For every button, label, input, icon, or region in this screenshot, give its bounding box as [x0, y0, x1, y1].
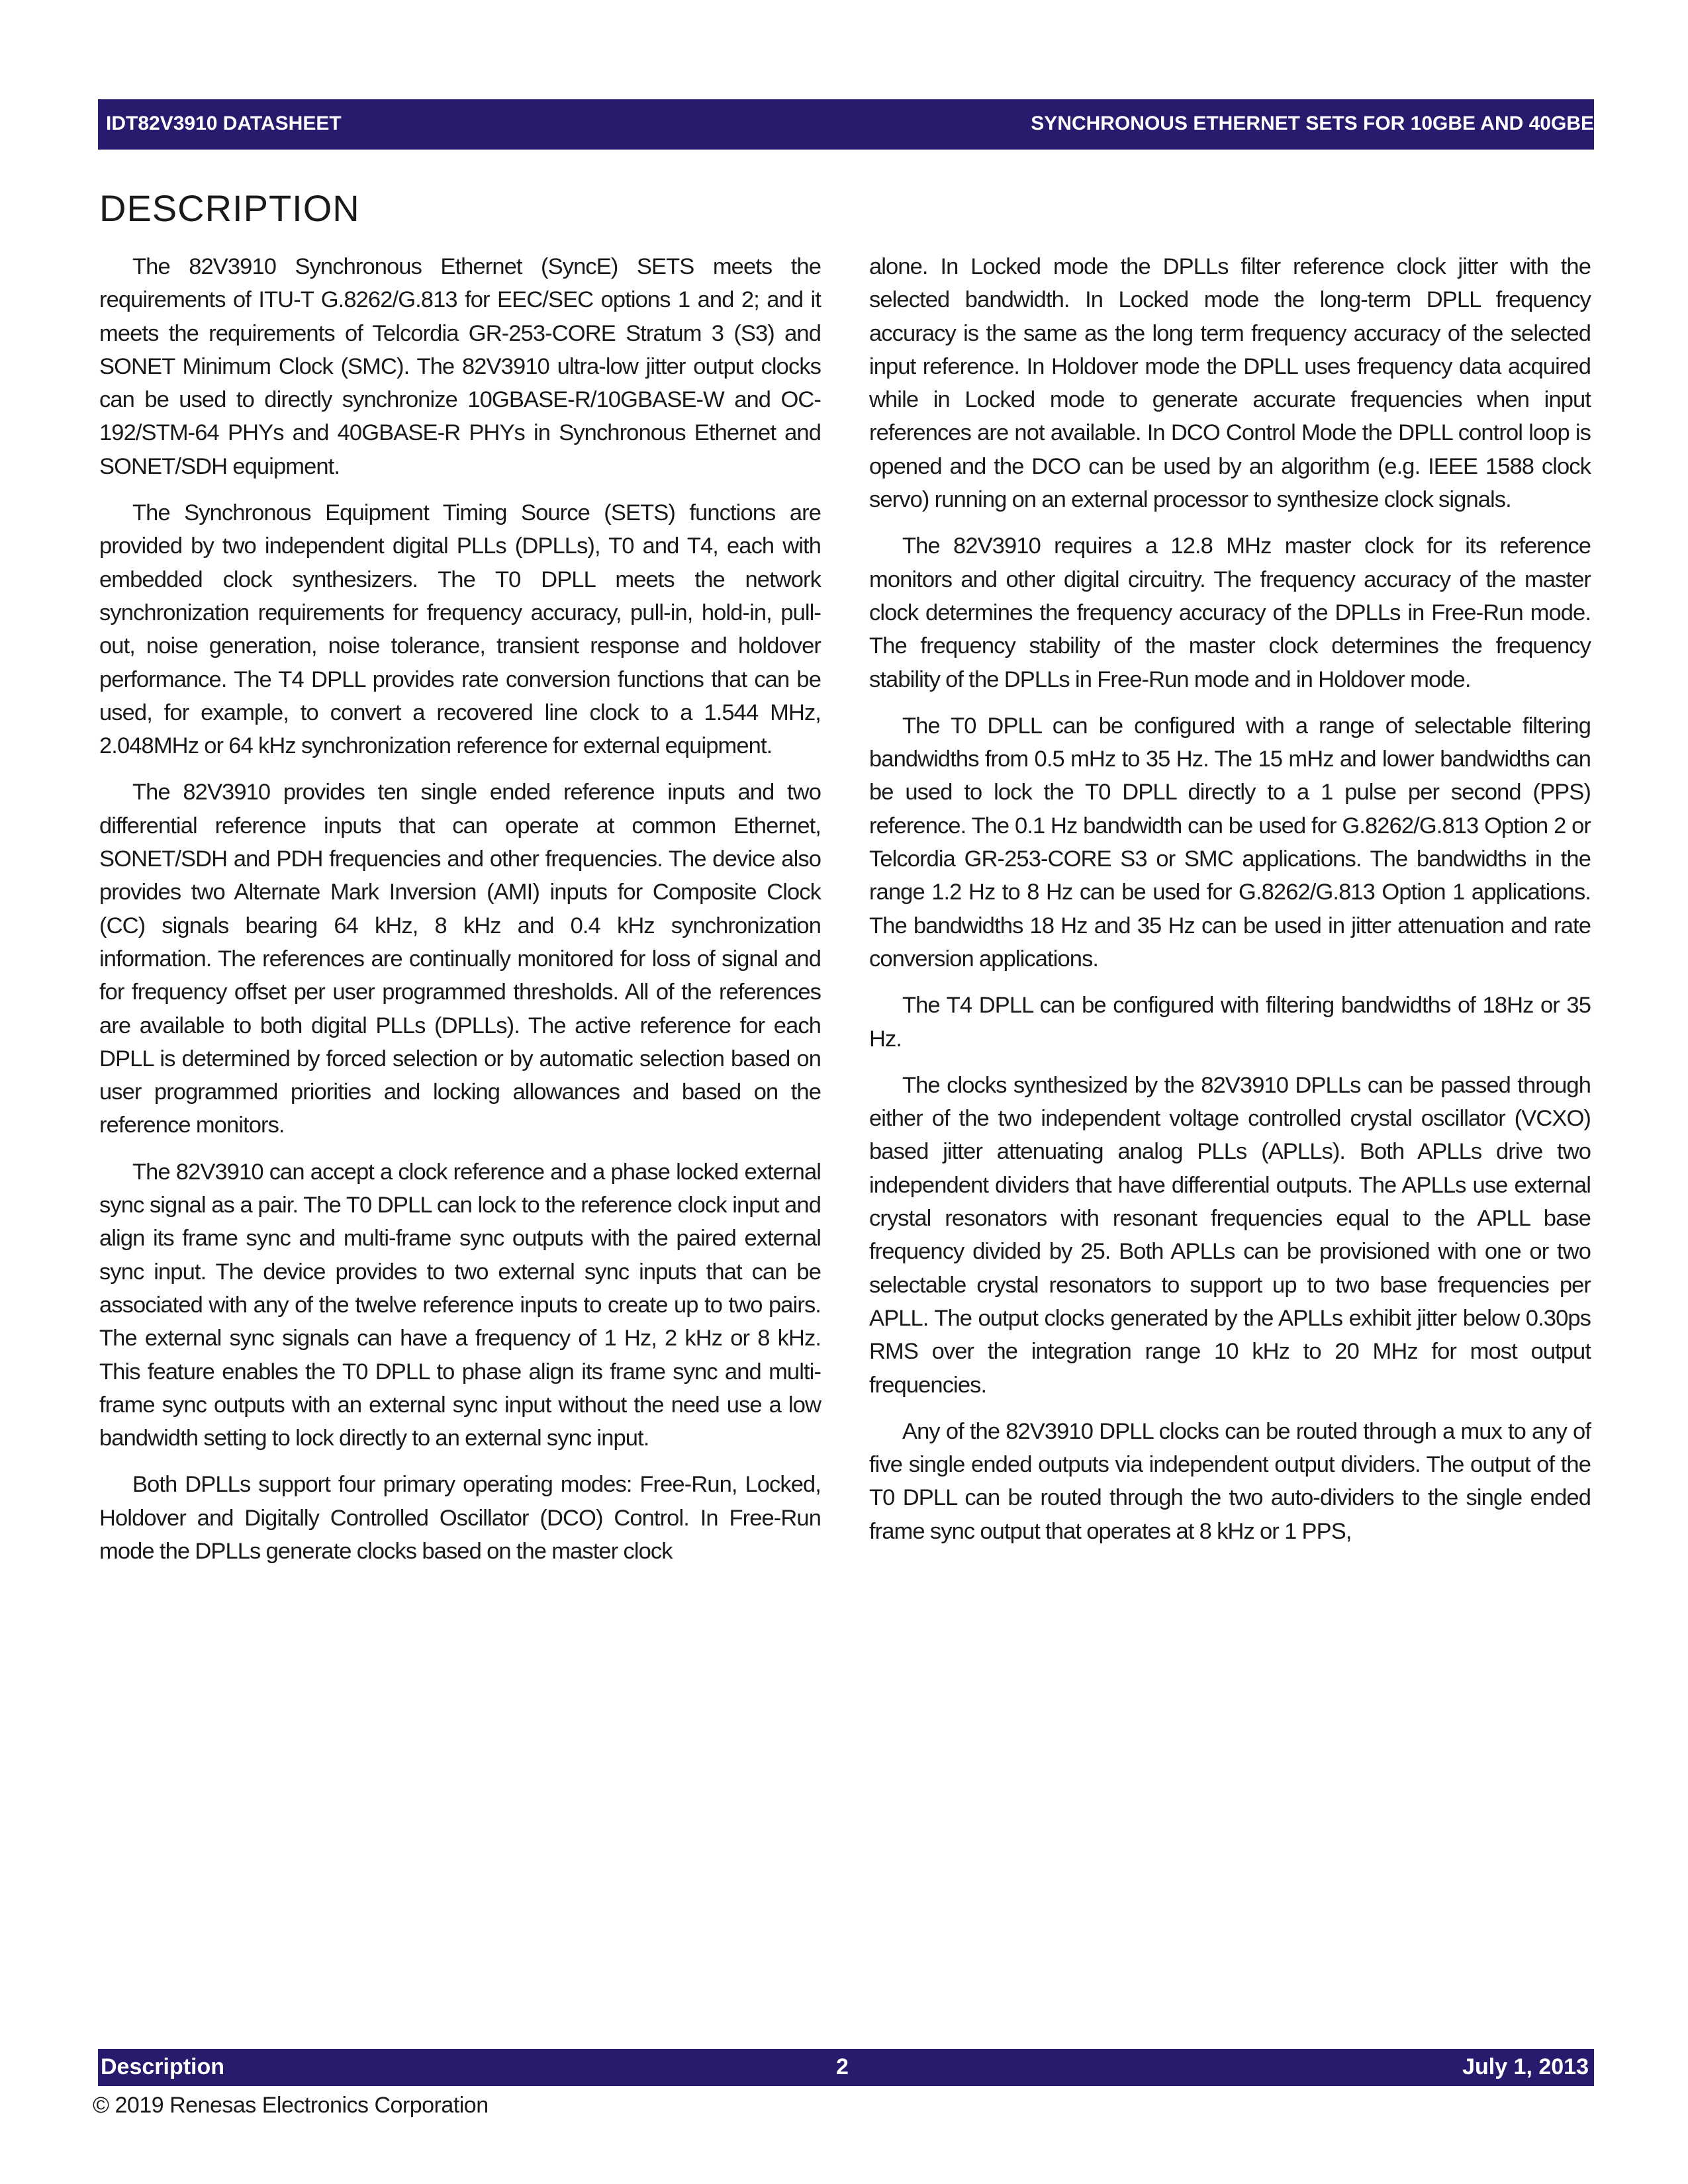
paragraph: The T0 DPLL can be configured with a range of selectable filtering bandwidths from 0.5 mHz to 35 Hz. The 15 mHz and lower bandwidths can be used to lock the T0 DPLL directly to a 1 pulse per second (PPS) reference. The 0.1 Hz bandwidth can be used for G.8262/G.813 Option 2 or Telcordia GR-253-CORE S3 or SMC applications. The bandwidths in the range 1.2 Hz to 8 Hz can be used for G.8262/G.813 Option 1 applications. The bandwidths 18 Hz and 35 Hz can be used in jitter attenuation and rate conversion applications. [869, 713, 1591, 972]
header-document-title: IDT82V3910 DATASHEET [106, 113, 342, 134]
footer-date: July 1, 2013 [1462, 2054, 1589, 2079]
paragraph: The 82V3910 requires a 12.8 MHz master clock for its reference monitors and other digital circuitry. The frequency accuracy of the master clock determines the frequency accuracy of the DPLLs in Free-Run mode. The frequency stability of the master clock determines the frequency stability of the DPLLs in Free-Run mode and in Holdover mode. [869, 533, 1591, 692]
right-text-column [869, 250, 1591, 1561]
section-title: DESCRIPTION [99, 187, 360, 229]
paragraph: The Synchronous Equipment Timing Source (SETS) functions are provided by two independent digital PLLs (DPLLs), T0 and T4, each with embedded clock synthesizers. The T0 DPLL meets the network synchronization requirements for frequency accuracy, pull-in, hold-in, pull-out, noise generation, noise tolerance, transient response and holdover performance. The T4 DPLL provides rate conversion functions that can be used, for example, to convert a recovered line clock to a 1.544 MHz, 2.048MHz or 64 kHz synchronization reference for external equipment. [99, 500, 821, 759]
left-text-column [99, 250, 821, 1581]
paragraph: The 82V3910 can accept a clock reference and a phase locked external sync signal as a pair. The T0 DPLL can lock to the reference clock input and align its frame sync and multi-frame sync outputs with the paired external sync input. The device provides to two external sync inputs that can be associated with any of the twelve reference inputs to create up to two pairs. The external sync signals can have a frequency of 1 Hz, 2 kHz or 8 kHz. This feature enables the T0 DPLL to phase align its frame sync and multi-frame sync outputs with an external sync input without the need use a low bandwidth setting to lock directly to an external sync input. [99, 1159, 821, 1451]
paragraph: Both DPLLs support four primary operating modes: Free-Run, Locked, Holdover and Digitally Controlled Oscillator (DCO) Control. In Free-Run mode the DPLLs generate clocks based on the master clock [99, 1472, 821, 1564]
paragraph: The 82V3910 provides ten single ended reference inputs and two differential reference inputs that can operate at common Ethernet, SONET/SDH and PDH frequencies and other frequencies. The device also provides two Alternate Mark Inversion (AMI) inputs for Composite Clock (CC) signals bearing 64 kHz, 8 kHz and 0.4 kHz synchronization information. The references are continually monitored for loss of signal and for frequency offset per user programmed thresholds. All of the references are available to both digital PLLs (DPLLs). The active reference for each DPLL is determined by forced selection or by automatic selection based on user programmed priorities and locking allowances and based on the reference monitors. [99, 780, 821, 1138]
footer-section-name: Description [101, 2054, 225, 2079]
paragraph: The 82V3910 Synchronous Ethernet (SyncE) SETS meets the requirements of ITU-T G.8262/G.813 for EEC/SEC options 1 and 2; and it meets the requirements of Telcordia GR-253-CORE Stratum 3 (S3) and SONET Minimum Clock (SMC). The 82V3910 ultra-low jitter output clocks can be used to directly synchronize 10GBASE-R/10GBASE-W and OC-192/STM-64 PHYs and 40GBASE-R PHYs in Synchronous Ethernet and SONET/SDH equipment. [99, 254, 821, 479]
page-footer [98, 2049, 1594, 2086]
paragraph: Any of the 82V3910 DPLL clocks can be routed through a mux to any of five single ended outputs via independent output dividers. The output of the T0 DPLL can be routed through the two auto-dividers to the single ended frame sync output that operates at 8 kHz or 1 PPS, [869, 1418, 1591, 1544]
page-number: 2 [836, 2054, 849, 2079]
paragraph: The clocks synthesized by the 82V3910 DPLLs can be passed through either of the two independent voltage controlled crystal oscillator (VCXO) based jitter attenuating analog PLLs (APLLs). Both APLLs drive two independent dividers that have differential outputs. The APLLs use external crystal resonators with resonant frequencies equal to the APLL base frequency divided by 25. Both APLLs can be provisioned with one or two selectable crystal resonators to support up to two base frequencies per APLL. The output clocks generated by the APLLs exhibit jitter below 0.30ps RMS over the integration range 10 kHz to 20 MHz for most output frequencies. [869, 1072, 1591, 1398]
paragraph-continued: alone. In Locked mode the DPLLs filter reference clock jitter with the selected bandwidth. In Locked mode the long-term DPLL frequency accuracy is the same as the long term frequency accuracy of the selected input reference. In Holdover mode the DPLL uses frequency data acquired while in Locked mode to generate accurate frequencies when input references are not available. In DCO Control Mode the DPLL control loop is opened and the DCO can be used by an algorithm (e.g. IEEE 1588 clock servo) running on an external processor to synthesize clock signals. [869, 254, 1591, 513]
paragraph: The T4 DPLL can be configured with filtering bandwidths of 18Hz or 35 Hz. [869, 993, 1591, 1052]
copyright-notice: © 2019 Renesas Electronics Corporation [93, 2093, 489, 2118]
header-document-subject: SYNCHRONOUS ETHERNET SETS FOR 10GBE AND 40GBE [1031, 113, 1594, 134]
page-header [98, 99, 1594, 150]
